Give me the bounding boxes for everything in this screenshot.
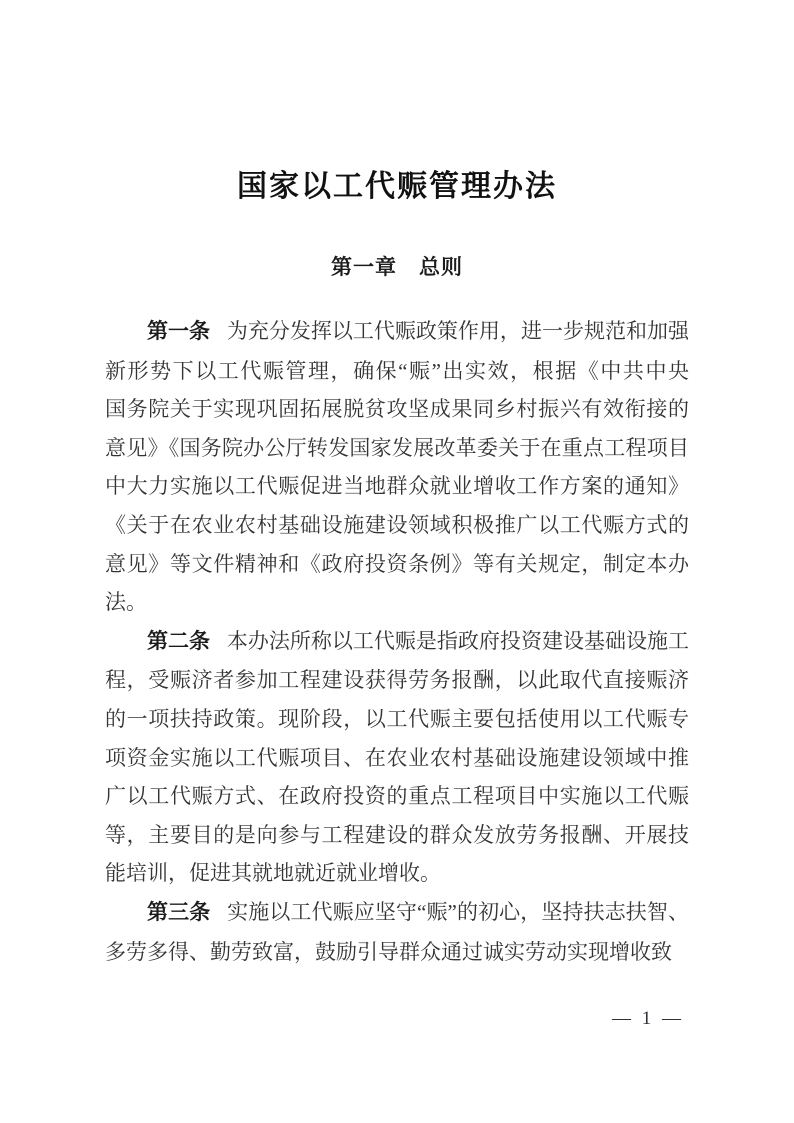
article-3-text: 实施以工代赈应坚守“赈”的初心，坚持扶志扶智、多劳多得、勤劳致富，鼓励引导群众通过诚实劳动实现增收致 [105,899,690,964]
article-paragraph-2 [105,622,689,893]
article-1-text: 为充分发挥以工代赈政策作用，进一步规范和加强新形势下以工代赈管理，确保“赈”出实效，根据《中共中央 国务院关于实现巩固拓展脱贫攻坚成果同乡村振兴有效衔接的意见》《国务院办公厅转发国家发展改革委关于在重点工程项目中大力实施以工代赈促进当地群众就业增收工作方案的通知》《关于在农业农村基础设施建设领域积极推广以工代赈方式的意见》等文件精神和《政府投资条例》等有关规定，制定本办法。 [105,319,710,615]
chapter-heading: 第一章 总则 [331,256,463,279]
article-1-label: 第一条 [147,320,211,343]
article-2-label: 第二条 [147,629,211,653]
document-body [105,312,710,971]
document-title: 国家以工代赈管理办法 [237,170,557,203]
article-paragraph-3 [105,893,689,971]
article-paragraph-1 [105,312,710,622]
article-2-text: 本办法所称以工代赈是指政府投资建设基础设施工程，受赈济者参加工程建设获得劳务报酬，以此取代直接赈济的一项扶持政策。现阶段，以工代赈主要包括使用以工代赈专项资金实施以工代赈项目、在农业农村基础设施建设领域中推广以工代赈方式、在政府投资的重点工程项目中实施以工代赈等，主要目的是向参与工程建设的群众发放劳务报酬、开展技能培训，促进其就地就近就业增收。 [105,628,690,886]
page-number: — 1 — [612,1008,684,1029]
article-3-label: 第三条 [147,900,211,924]
